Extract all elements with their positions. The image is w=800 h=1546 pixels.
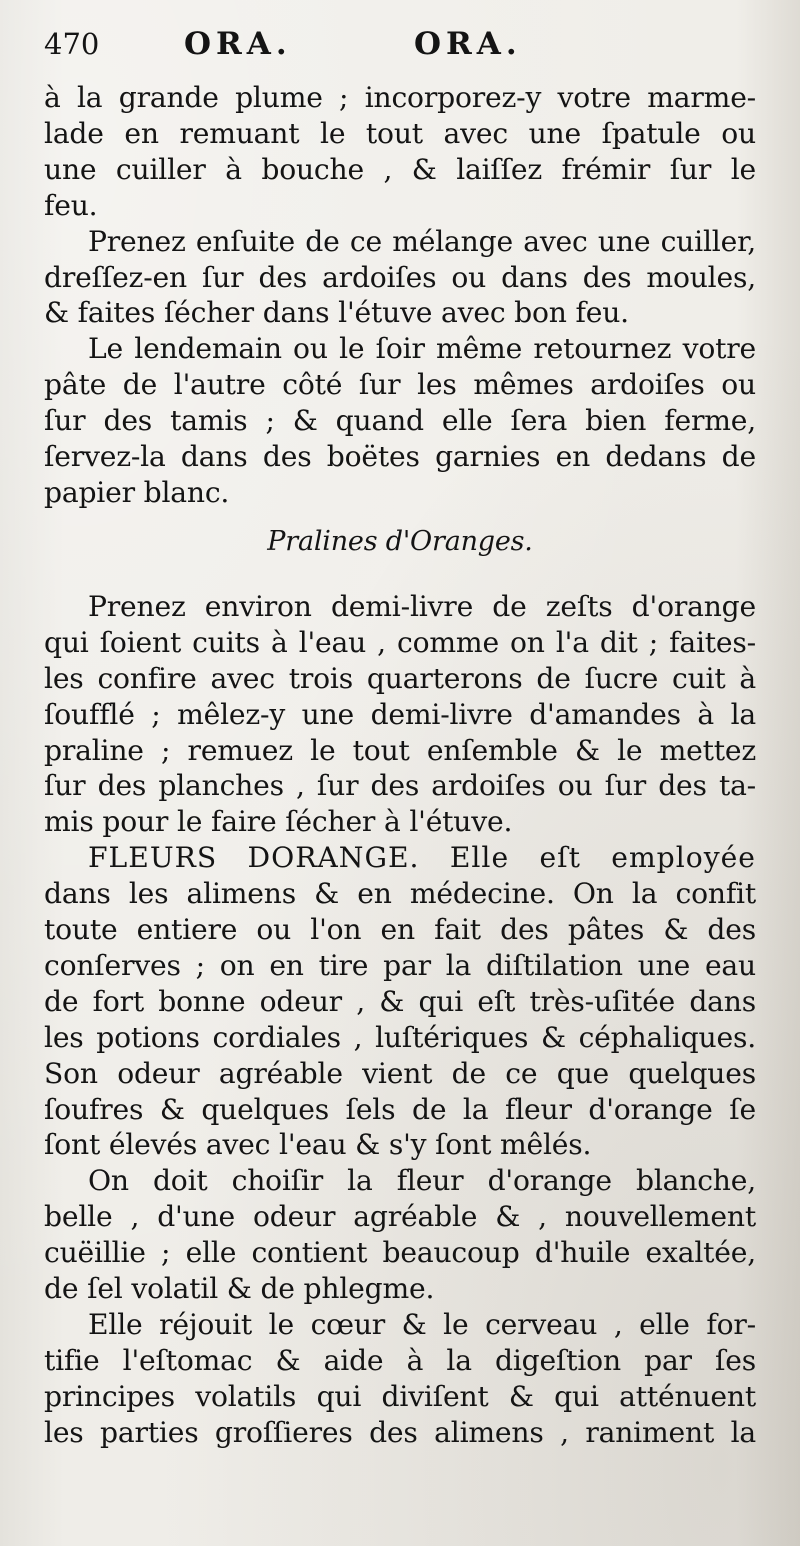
text-line: de fort bonne odeur , & qui eſt très-uſitée dans <box>44 984 756 1018</box>
text-line: Le lendemain ou le ſoir même retournez votre <box>88 332 756 366</box>
text-line: une cuiller à bouche , & laiſſez frémir ſur le <box>44 152 756 186</box>
text-line: cuëillie ; elle contient beaucoup d'huile exaltée, <box>44 1236 756 1270</box>
text-line: tifie l'eſtomac & aide à la digeſtion par ſes <box>44 1343 756 1377</box>
text-line: toute entiere ou l'on en fait des pâtes & des <box>44 913 756 947</box>
text-line: praline ; remuez le tout enſemble & le mettez <box>44 733 756 767</box>
text-line: FLEURS DORANGE. Elle eſt employée <box>88 841 756 875</box>
running-head-right: ORA. <box>414 26 522 62</box>
paragraph <box>44 589 756 840</box>
running-head-left: ORA. <box>184 26 292 62</box>
text-line: principes volatils qui diviſent & qui atténuent <box>44 1379 756 1413</box>
text-line: lade en remuant le tout avec une ſpatule ou <box>44 116 756 150</box>
text-line: belle , d'une odeur agréable & , nouvellement <box>44 1200 756 1234</box>
text-line: les parties groſſieres des alimens , raniment la <box>44 1415 756 1449</box>
paragraph-continuation <box>44 80 756 224</box>
text-line: pâte de l'autre côté ſur les mêmes ardoiſes ou <box>44 368 756 402</box>
text-line: mis pour le faire ſécher à l'étuve. <box>44 805 513 839</box>
text-line: ſoufflé ; mêlez-y une demi-livre d'amandes à la <box>44 697 756 731</box>
text-line: Prenez environ demi-livre de zeſts d'orange <box>88 589 756 623</box>
page-number: 470 <box>44 27 100 61</box>
text-line: ſoufres & quelques ſels de la fleur d'orange ſe <box>44 1092 756 1126</box>
text-line: qui ſoient cuits à l'eau , comme on l'a dit ; faites- <box>44 625 756 659</box>
paragraph <box>44 1307 756 1451</box>
text-line: feu. <box>44 188 98 222</box>
text-line: les confire avec trois quarterons de ſucre cuit à <box>44 661 756 695</box>
text-line: à la grande plume ; incorporez-y votre marme- <box>44 81 756 114</box>
text-line: On doit choiſir la fleur d'orange blanche, <box>88 1164 756 1198</box>
text-line: dans les alimens & en médecine. On la confit <box>44 877 756 911</box>
text-line: ſervez-la dans des boëtes garnies en dedans de <box>44 440 756 474</box>
paragraph <box>44 1163 756 1307</box>
section-heading: Pralines d'Oranges. <box>267 525 533 557</box>
text-line: ſur des tamis ; & quand elle ſera bien ferme, <box>44 404 756 438</box>
text-line: & faites ſécher dans l'étuve avec bon feu. <box>44 296 629 330</box>
text-line: Prenez enſuite de ce mélange avec une cuiller, <box>88 224 756 258</box>
text-line: dreſſez-en ſur des ardoiſes ou dans des moules, <box>44 260 756 294</box>
page-header <box>44 26 756 80</box>
paragraph <box>44 331 756 511</box>
paragraph <box>44 840 756 1163</box>
text-line: de ſel volatil & de phlegme. <box>44 1272 435 1306</box>
text-line: conſerves ; on en tire par la diſtilation une eau <box>44 948 756 982</box>
text-line: Son odeur agréable vient de ce que quelques <box>44 1056 756 1090</box>
text-line: papier blanc. <box>44 475 230 509</box>
paragraph <box>44 224 756 332</box>
text-line: les potions cordiales , luſtériques & céphaliques. <box>44 1020 756 1054</box>
text-line: Elle réjouit le cœur & le cerveau , elle for- <box>88 1308 756 1341</box>
text-line: ſont élevés avec l'eau & s'y ſont mêlés. <box>44 1128 592 1162</box>
body-text <box>44 80 756 1451</box>
text-line: ſur des planches , ſur des ardoiſes ou ſur des ta- <box>44 769 756 803</box>
